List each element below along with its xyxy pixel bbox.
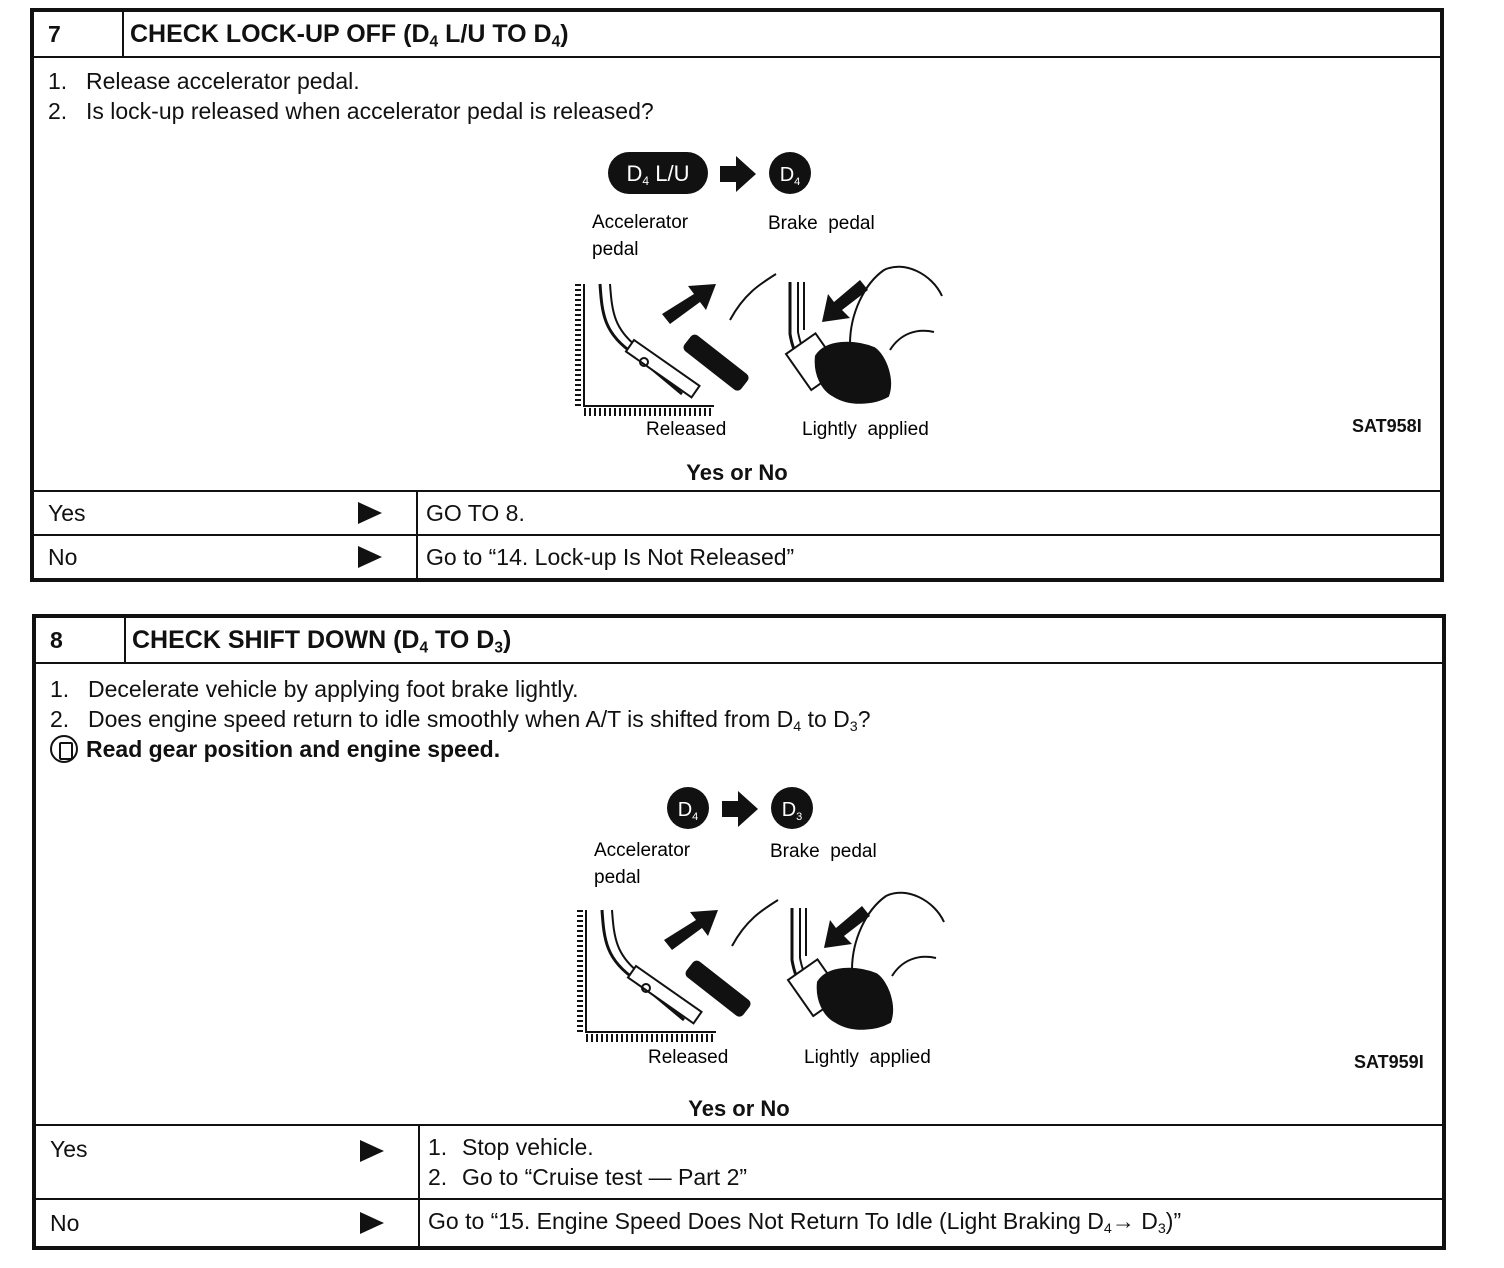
answer-row-no — [36, 1198, 1442, 1246]
header-divider — [122, 12, 124, 56]
answer-rows — [36, 1124, 1442, 1246]
step-2: 2. Is lock-up released when accelerator pedal is released? — [48, 98, 654, 124]
svg-text:Released: Released — [648, 1047, 729, 1068]
answer-result: 1. Stop vehicle. 2. Go to “Cruise test — Part 2” — [428, 1134, 748, 1190]
section-7 — [30, 8, 1444, 582]
answer-label: Yes — [50, 1136, 88, 1162]
answer-result: Go to “15. Engine Speed Does Not Return To Idle (Light Braking $D_4\to D_3$)” — [428, 1208, 1182, 1237]
answer-label: Yes — [48, 500, 86, 526]
svg-text:D3: $D_3$ — [781, 799, 803, 823]
play-arrow-icon — [360, 1140, 384, 1162]
step-1: 1. Release accelerator pedal. — [48, 68, 360, 94]
svg-text:Brake pedal: Brake pedal — [770, 841, 877, 862]
apply-arrow-icon — [824, 906, 870, 948]
step-1: 1. Decelerate vehicle by applying foot brake lightly. — [50, 676, 579, 702]
answer-label: No — [50, 1210, 80, 1236]
section-title: CHECK SHIFT DOWN ($D_4$ TO $D_3$) — [132, 626, 512, 657]
row-divider — [418, 1126, 420, 1198]
header-divider — [124, 618, 126, 662]
answer-label: No — [48, 544, 78, 570]
release-arrow-icon — [664, 910, 718, 950]
svg-text:Brake pedal: Brake pedal — [768, 213, 875, 234]
svg-text:Lightly applied: Lightly applied — [802, 419, 929, 440]
section-header — [34, 12, 1440, 58]
step-2: 2. Does engine speed return to idle smoothly when A/T is shifted from $D_4$ to $D_3$? — [50, 706, 871, 735]
apply-arrow-icon — [822, 280, 868, 322]
svg-text:pedal: pedal — [594, 867, 641, 888]
svg-text:D4: $D_4$ — [779, 164, 801, 188]
accelerator-pedal-icon — [578, 274, 776, 412]
figure-code: SAT959I — [1354, 1052, 1424, 1072]
yes-or-no-label: Yes or No — [688, 1096, 790, 1121]
row-divider — [418, 1200, 420, 1246]
svg-text:Accelerator: Accelerator — [592, 212, 689, 233]
svg-text:pedal: pedal — [592, 239, 639, 260]
row-divider — [416, 536, 418, 578]
pedal-figure — [566, 770, 986, 1070]
section-number: 8 — [50, 627, 63, 653]
svg-text:D4 L/U: D4 L/U — [626, 161, 690, 188]
pedal-figure — [564, 144, 984, 444]
svg-text:D4: $D_4$ — [677, 799, 699, 823]
figure-code: SAT958I — [1352, 416, 1422, 436]
section-8 — [32, 614, 1446, 1250]
section-header — [36, 618, 1442, 664]
svg-text:Lightly applied: Lightly applied — [804, 1047, 931, 1068]
shift-arrow-icon — [722, 791, 758, 827]
yes-or-no-label: Yes or No — [686, 460, 788, 485]
release-arrow-icon — [662, 284, 716, 324]
consult-icon — [50, 735, 78, 763]
svg-text:Accelerator: Accelerator — [594, 840, 691, 861]
answer-result: GO TO 8. — [426, 500, 525, 526]
answer-rows — [34, 490, 1440, 578]
answer-row-yes — [34, 490, 1440, 534]
play-arrow-icon — [360, 1212, 384, 1234]
section-title: CHECK LOCK-UP OFF ($D_4$ L/U TO $D_4$) — [130, 20, 569, 51]
answer-result: Go to “14. Lock-up Is Not Released” — [426, 544, 795, 570]
play-arrow-icon — [358, 502, 382, 524]
shift-arrow-icon — [720, 156, 756, 192]
play-arrow-icon — [358, 546, 382, 568]
row-divider — [416, 492, 418, 534]
section-number: 7 — [48, 21, 61, 47]
accelerator-pedal-icon — [580, 900, 778, 1038]
svg-text:Released: Released — [646, 419, 727, 440]
consult-note: Read gear position and engine speed. — [50, 736, 500, 765]
answer-row-no — [34, 534, 1440, 578]
answer-row-yes — [36, 1124, 1442, 1198]
